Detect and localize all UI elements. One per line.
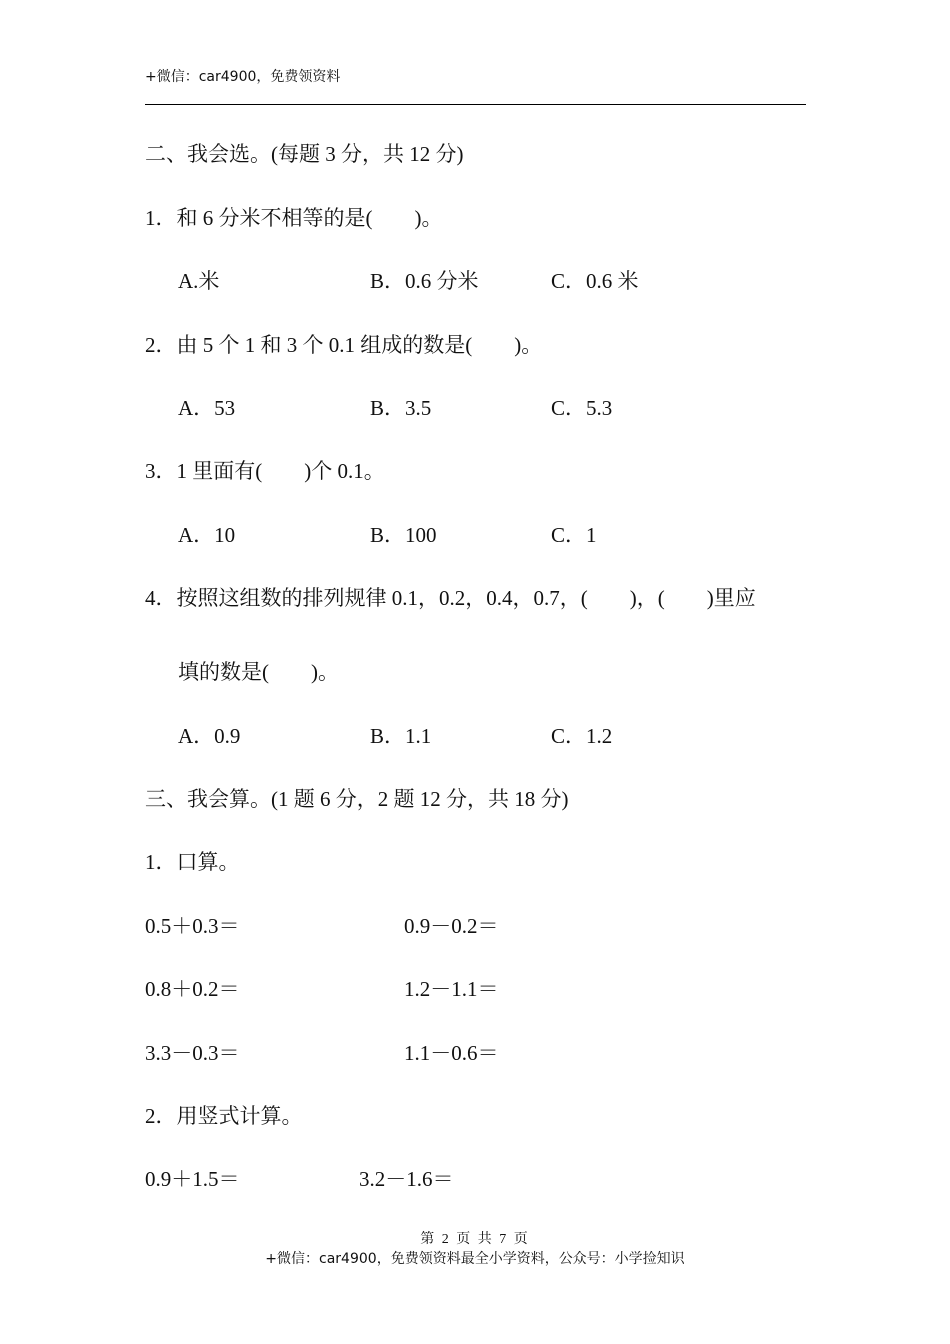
p2-title: 2．用竖式计算。 xyxy=(145,1104,303,1128)
q4-option-b: B．1.1 xyxy=(370,724,432,748)
oral-calc-item: 0.8＋0.2＝ xyxy=(145,977,240,1001)
q2-option-c: C．5.3 xyxy=(551,396,613,420)
q3-stem: 3．1 里面有( )个 0.1。 xyxy=(145,459,385,483)
q2-stem: 2．由 5 个 1 和 3 个 0.1 组成的数是( )。 xyxy=(145,333,543,357)
q4-option-c: C．1.2 xyxy=(551,724,613,748)
q2-option-a: A．53 xyxy=(178,396,236,420)
vertical-calc-item: 0.9＋1.5＝ xyxy=(145,1167,240,1191)
q4-stem: 4．按照这组数的排列规律 0.1，0.2，0.4，0.7，( )，( )里应 xyxy=(145,586,756,610)
q4-stem-continued: 填的数是( )。 xyxy=(178,660,339,684)
vertical-calc-item: 3.2－1.6＝ xyxy=(359,1167,454,1191)
page-number: 第 2 页 共 7 页 xyxy=(420,1232,530,1247)
section3-title: 三、我会算。(1 题 6 分，2 题 12 分，共 18 分) xyxy=(145,787,569,811)
oral-calc-item: 1.2－1.1＝ xyxy=(404,977,499,1001)
q3-option-c: C．1 xyxy=(551,523,597,547)
q4-option-a: A．0.9 xyxy=(178,724,241,748)
p1-title: 1．口算。 xyxy=(145,850,240,874)
oral-calc-item: 3.3－0.3＝ xyxy=(145,1041,240,1065)
q1-option-b: B．0.6 分米 xyxy=(370,269,479,293)
footer-note: +微信：car4900，免费领资料最全小学资料，公众号：小学捡知识 xyxy=(265,1251,685,1267)
header-note: +微信：car4900，免费领资料 xyxy=(145,69,341,85)
q3-option-b: B．100 xyxy=(370,523,437,547)
q2-option-b: B．3.5 xyxy=(370,396,432,420)
q3-option-a: A．10 xyxy=(178,523,236,547)
q1-option-c: C．0.6 米 xyxy=(551,269,639,293)
oral-calc-item: 0.5＋0.3＝ xyxy=(145,914,240,938)
header-divider xyxy=(145,104,806,105)
q1-stem: 1．和 6 分米不相等的是( )。 xyxy=(145,206,443,230)
section2-title: 二、我会选。(每题 3 分，共 12 分) xyxy=(145,142,464,166)
q1-option-a: A.米 xyxy=(178,269,220,293)
oral-calc-item: 1.1－0.6＝ xyxy=(404,1041,499,1065)
oral-calc-item: 0.9－0.2＝ xyxy=(404,914,499,938)
